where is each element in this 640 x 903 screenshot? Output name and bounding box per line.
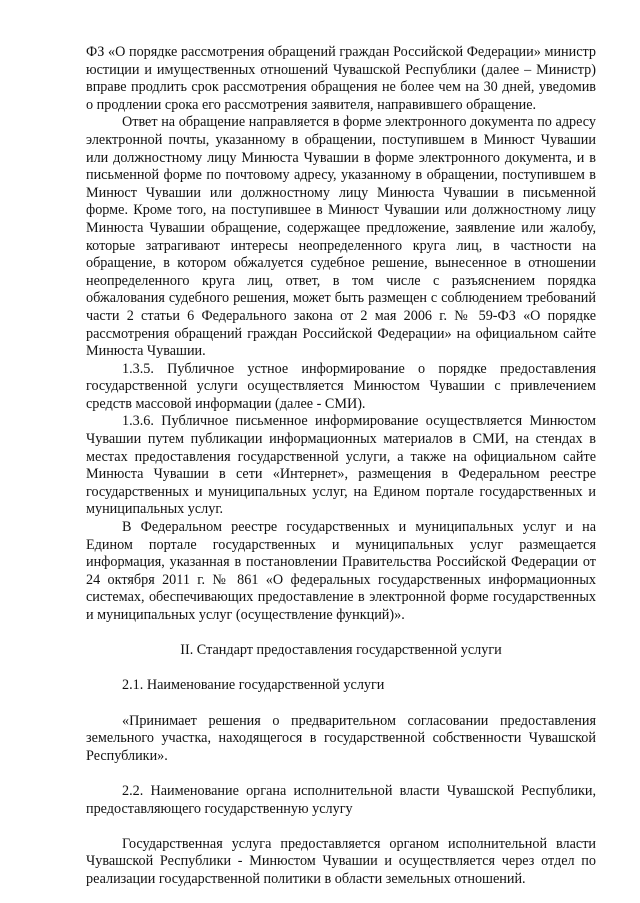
paragraph-2-2-title: 2.2. Наименование органа исполнительной власти Чувашской Республики, предоставляющего государственную услугу: [86, 782, 596, 817]
section-heading: II. Стандарт предоставления государственной услуги: [180, 642, 502, 659]
paragraph-federal-registry: В Федеральном реестре государственных и муниципальных услуг и на Едином портале государственных и муниципальных услуг размещается информация, указанная в постановлении Правительства Российской Федерации от 24 октября 2011 г. № 861 «О федеральных государственных информационных системах, обеспечивающих предоставление в электронной форме государственных и муниципальных услуг (осуществление функций)».: [86, 519, 596, 623]
paragraph-service-provider: Государственная услуга предоставляется органом исполнительной власти Чувашской Республики - Минюстом Чувашии и осуществляется через отдел по реализации государственной политики в области земельных отношений.: [86, 835, 596, 887]
paragraph-1-3-6: 1.3.6. Публичное письменное информирование осуществляется Минюстом Чувашии путем публикации информационных материалов в СМИ, на стендах в местах предоставления государственной услуги, а также на официальном сайте Минюста Чувашии в сети «Интернет», размещения в Федеральном реестре государственных и муниципальных услуг, на Едином портале государственных и муниципальных услуг.: [86, 413, 596, 518]
paragraph-service-name: «Принимает решения о предварительном согласовании предоставления земельного участка, находящегося в государственной собственности Чувашской Республики».: [86, 712, 596, 764]
paragraph-response-form: Ответ на обращение направляется в форме электронного документа по адресу электронной почты, указанному в обращении, поступившем в Минюст Чувашии или должностному лицу Минюста Чувашии в форме электронного документа, и в письменной форме по почтовому адресу, указанному в обращении, поступившем в Минюст Чувашии или должностному лицу Минюста Чувашии в письменной форме. Кроме того, на поступившее в Минюст Чувашии или должностному лицу Минюста Чувашии обращение, содержащее предложение, заявление или жалобу, которые затрагивают интересы неопределенного круга лиц, в частности на обращение, в котором обжалуется судебное решение, вынесенное в отношении неопределенного круга лиц, ответ, в том числе с разъяснением порядка обжалования судебного решения, может быть размещен с соблюдением требований части 2 статьи 6 Федерального закона от 2 мая 2006 г. № 59-ФЗ «О порядке рассмотрения обращений граждан Российской Федерации» на официальном сайте Минюста Чувашии.: [86, 114, 596, 360]
paragraph-appeal-extension: ФЗ «О порядке рассмотрения обращений граждан Российской Федерации» министр юстиции и имущественных отношений Чувашской Республики (далее – Министр) вправе продлить срок рассмотрения обращения не более чем на 30 дней, уведомив о продлении срока его рассмотрения заявителя, направившего обращение.: [86, 44, 596, 113]
spacer: [86, 695, 596, 713]
paragraph-2-1-title: 2.1. Наименование государственной услуги: [122, 677, 385, 694]
spacer: [86, 818, 596, 836]
spacer: [86, 625, 596, 643]
spacer: [86, 660, 596, 678]
spacer: [86, 765, 596, 783]
paragraph-1-3-5: 1.3.5. Публичное устное информирование о порядке предоставления государственной услуги осуществляется Минюстом Чувашии с привлечением средств массовой информации (далее - СМИ).: [86, 360, 596, 412]
